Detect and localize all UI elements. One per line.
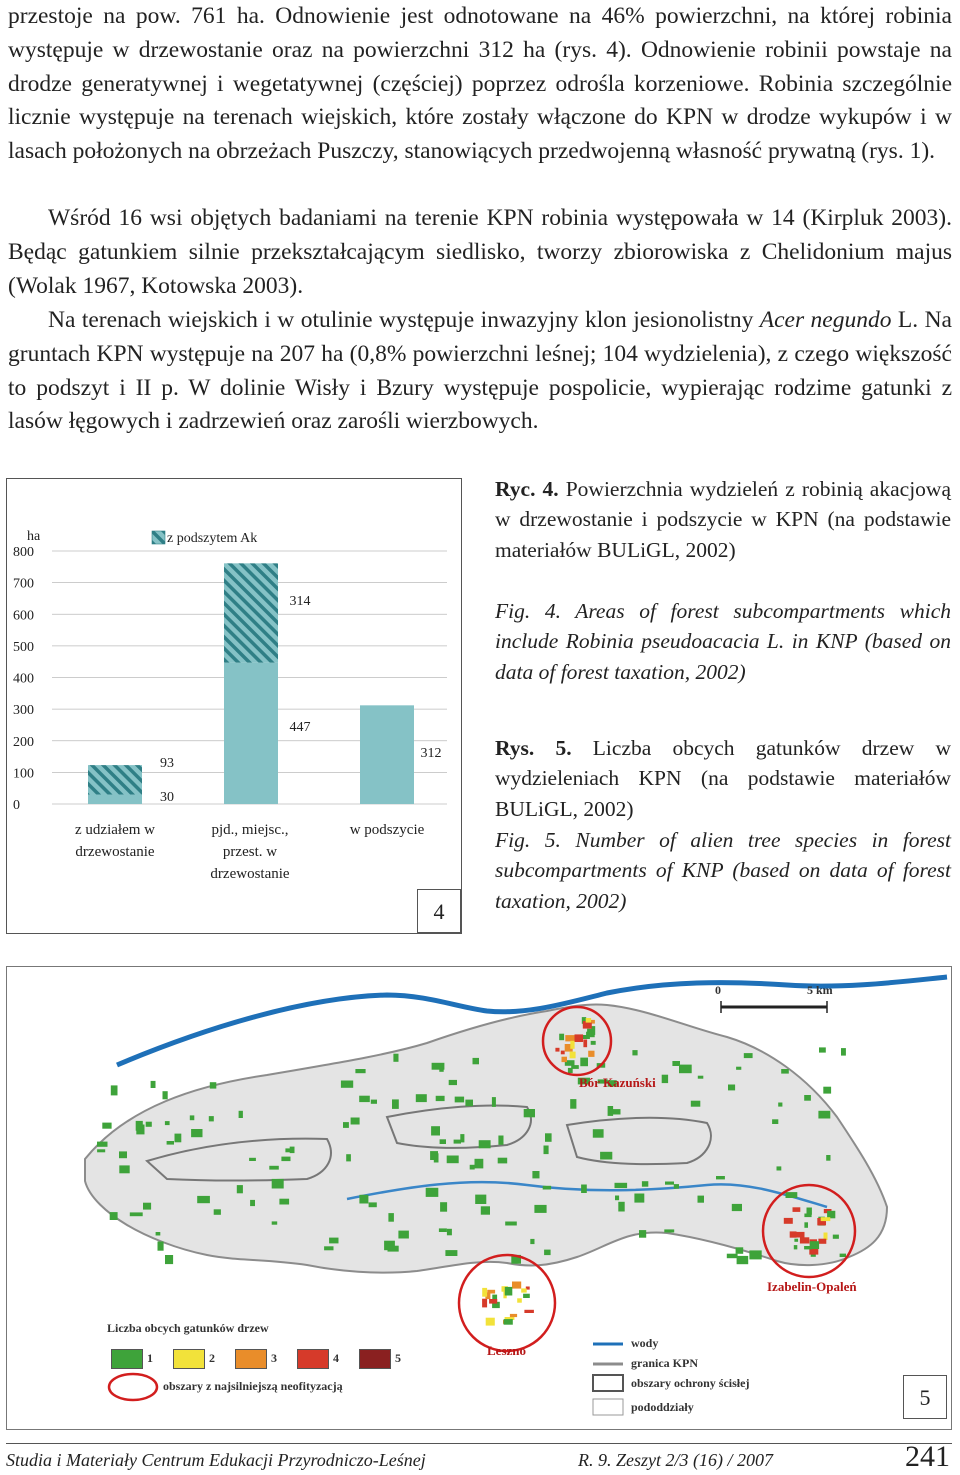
forest-patch — [698, 1196, 705, 1203]
footer-rule — [6, 1443, 952, 1444]
neophyte-patch — [523, 1294, 530, 1298]
forest-patch — [436, 1096, 445, 1101]
forest-patch — [190, 1115, 195, 1120]
forest-patch — [568, 1068, 573, 1073]
caption-ryc4 — [495, 474, 951, 565]
forest-patch — [615, 1183, 628, 1188]
forest-patch — [618, 1202, 624, 1212]
forest-patch — [249, 1158, 256, 1161]
forest-patch — [674, 1184, 679, 1189]
forest-patch — [440, 1202, 447, 1212]
legend-circle-symbol — [109, 1374, 157, 1400]
y-tick-label: 600 — [13, 608, 34, 624]
category-label-3: w podszycie — [349, 822, 425, 838]
forest-patch — [239, 1111, 243, 1118]
paragraph-3-text-a: Na terenach wiejskich i w otulinie występuje inwazyjny klon jesionolistny — [48, 307, 760, 333]
neophyte-patch — [561, 1051, 565, 1055]
caption-rys5-label: Rys. 5. — [495, 736, 572, 760]
forest-patch — [214, 1209, 221, 1215]
forest-patch — [250, 1200, 255, 1206]
legend-count-label: 4 — [333, 1351, 339, 1365]
paragraph-3-text-b: L. Na gruntach KPN występuje na 207 ha (0,8% powierzchni leśnej; 104 wydzielenia), z czego większość to podszyt i II p. W dolinie Wisły i Bzury występuje pospolicie, wypierając rodzime gatunki z lasów łęgowych i zadrzewień oraz zarośli wierzbowych. — [8, 307, 952, 435]
park-area — [85, 1004, 887, 1272]
forest-patch — [737, 1256, 749, 1264]
neophyte-patch — [790, 1231, 797, 1237]
forest-patch — [642, 1181, 648, 1187]
neophyte-patch — [588, 1051, 594, 1057]
forest-patch — [609, 1109, 620, 1114]
forest-patch — [639, 1230, 646, 1238]
neophyte-patch — [784, 1218, 793, 1224]
forest-patch — [826, 1155, 830, 1161]
neophyte-patch — [810, 1241, 819, 1249]
place-bor-kazunski: Bór Kazuński — [579, 1075, 656, 1090]
forest-patch — [163, 1091, 168, 1099]
legend-swatch-1 — [111, 1349, 143, 1369]
forest-patch — [359, 1195, 368, 1204]
forest-patch — [388, 1213, 394, 1222]
paragraph-3 — [8, 304, 952, 439]
forest-patch — [823, 1087, 831, 1094]
neophyte-patch — [804, 1222, 808, 1228]
legend-border-label: granica KPN — [631, 1356, 698, 1370]
caption-ryc4-label: Ryc. 4. — [495, 477, 559, 501]
place-izabelin: Izabelin-Opaleń — [767, 1279, 857, 1294]
neophyte-patch — [482, 1299, 487, 1308]
neophyte-patch — [512, 1282, 521, 1289]
forest-patch — [786, 1192, 798, 1198]
panel-number-4: 4 — [417, 889, 461, 933]
neophyte-patch — [505, 1287, 513, 1296]
forest-patch — [534, 1205, 546, 1213]
caption-fig5: Fig. 5. Number of alien tree species in forest subcompartments of KNP (based on data of forest taxation, 2002) — [495, 828, 951, 913]
forest-patch — [290, 1147, 295, 1154]
forest-patch — [465, 1100, 473, 1107]
neophyte-patch — [794, 1245, 798, 1249]
forest-patch — [447, 1229, 452, 1236]
forest-patch — [209, 1116, 214, 1121]
forest-patch — [110, 1212, 118, 1220]
y-tick-label: 800 — [13, 545, 34, 560]
forest-patch — [384, 1241, 395, 1251]
forest-patch — [97, 1149, 105, 1152]
bar-base — [360, 705, 414, 804]
forest-patch — [544, 1146, 549, 1155]
forest-patch — [343, 1122, 349, 1128]
forest-patch — [840, 1254, 846, 1257]
data-label: 30 — [160, 790, 174, 805]
scale-km: 5 km — [807, 983, 833, 997]
forest-patch — [416, 1094, 427, 1102]
forest-patch — [449, 1080, 457, 1085]
forest-patch — [736, 1067, 741, 1070]
paragraph-2-text: Wśród 16 wsi objętych badaniami na terenie KPN robinia występowała w 14 (Kirpluk 2003). Będąc gatunkiem silnie przekształcającym siedlisko, tworzy zbiorowiska z Chelidonium majus (Wolak 1967, Kotowska 2003). — [8, 205, 952, 299]
legend-swatch-5 — [359, 1349, 391, 1369]
legend-swatch — [152, 531, 165, 544]
forest-patch — [732, 1204, 742, 1211]
forest-patch — [440, 1139, 446, 1144]
neophyte-patch — [818, 1239, 826, 1244]
forest-patch — [505, 1222, 517, 1226]
y-tick-label: 0 — [13, 798, 20, 813]
neophyte-patch — [504, 1319, 513, 1325]
forest-patch — [197, 1196, 210, 1203]
forest-patch — [475, 1159, 484, 1169]
robinia-area-chart — [6, 478, 462, 934]
legend-count-label: 2 — [209, 1351, 215, 1365]
neophyte-patch — [517, 1298, 522, 1302]
forest-patch — [833, 1235, 839, 1239]
neophyte-patch — [583, 1023, 592, 1029]
forest-patch — [454, 1140, 461, 1144]
forest-patch — [431, 1126, 440, 1135]
forest-patch — [818, 1111, 830, 1119]
forest-patch — [581, 1185, 587, 1194]
forest-patch — [158, 1242, 164, 1251]
forest-patch — [165, 1121, 170, 1125]
forest-patch — [102, 1123, 111, 1129]
y-tick-label: 500 — [13, 639, 34, 655]
neophyte-patch — [521, 1288, 527, 1292]
forest-patch — [749, 1250, 761, 1259]
forest-patch — [679, 1065, 692, 1074]
bar-base — [224, 663, 278, 804]
data-label: 93 — [160, 756, 174, 771]
neophyte-patch — [510, 1314, 517, 1317]
footer-issue: R. 9. Zeszyt 2/3 (16) / 2007 — [578, 1450, 773, 1470]
forest-patch — [698, 1076, 704, 1079]
forest-patch — [479, 1140, 491, 1148]
y-tick-label: 300 — [13, 703, 34, 719]
forest-patch — [804, 1095, 811, 1101]
forest-patch — [119, 1165, 129, 1173]
forest-patch — [744, 1053, 753, 1058]
panel-number-5: 5 — [903, 1375, 947, 1419]
category-label-1: z udziałem w drzewostanie — [75, 822, 155, 860]
forest-patch — [543, 1186, 551, 1190]
forest-patch — [672, 1061, 680, 1066]
forest-patch — [475, 1195, 486, 1204]
footer-journal: Studia i Materiały Centrum Edukacji Przyrodniczo-Leśnej — [6, 1450, 426, 1470]
forest-patch — [841, 1048, 846, 1056]
forest-patch — [369, 1202, 377, 1207]
legend-swatch-4 — [297, 1349, 329, 1369]
legend-water-label: wody — [631, 1336, 659, 1350]
neophyte-patch — [583, 1040, 587, 1048]
forest-patch — [498, 1136, 503, 1145]
bar-hatched — [88, 765, 142, 794]
y-tick-label: 100 — [13, 766, 34, 782]
neophyte-patch — [827, 1211, 835, 1219]
neophyte-patch — [586, 1032, 591, 1036]
forest-patch — [146, 1122, 152, 1127]
forest-patch — [272, 1179, 284, 1189]
neophyte-patch — [570, 1052, 576, 1059]
neophyte-patch — [570, 1041, 574, 1049]
neophyte-patch — [591, 1041, 596, 1045]
forest-patch — [716, 1176, 725, 1179]
forest-patch — [455, 1097, 464, 1103]
paragraph-2 — [8, 202, 952, 303]
forest-patch — [329, 1238, 338, 1244]
legend-count-label: 5 — [395, 1351, 401, 1365]
neophyte-patch — [580, 1058, 588, 1067]
forest-patch — [237, 1185, 243, 1193]
forest-patch — [355, 1069, 365, 1073]
forest-patch — [600, 1152, 612, 1160]
forest-patch — [544, 1250, 551, 1256]
forest-patch — [165, 1255, 173, 1264]
forest-patch — [97, 1142, 108, 1147]
forest-patch — [281, 1157, 290, 1162]
neophyte-patch — [804, 1214, 811, 1218]
caption-rys5-text: Liczba obcych gatunków drzew w wydzieleniach KPN (na podstawie materiałów BULiGL, 2002) — [495, 736, 951, 821]
forest-patch — [727, 1254, 738, 1259]
legend-strict-zone-symbol — [593, 1375, 623, 1391]
forest-patch — [772, 1119, 778, 1124]
forest-patch — [346, 1154, 351, 1161]
forest-patch — [371, 1100, 377, 1104]
circle-leszno — [459, 1255, 555, 1351]
forest-patch — [341, 1081, 353, 1088]
forest-patch — [151, 1081, 156, 1088]
forest-patch — [130, 1212, 143, 1216]
neophyte-patch — [555, 1048, 559, 1052]
forest-patch — [285, 1148, 290, 1152]
forest-patch — [351, 1118, 360, 1125]
forest-patch — [439, 1228, 447, 1232]
forest-patch — [175, 1134, 182, 1143]
data-label: 312 — [420, 746, 442, 761]
forest-patch — [426, 1188, 439, 1197]
forest-patch — [473, 1058, 480, 1064]
place-leszno: Leszno — [487, 1343, 526, 1358]
legend-label: z podszytem Ak — [167, 531, 258, 546]
y-unit-label: ha — [27, 529, 41, 544]
category-label-2: pjd., miejsc., przest. w drzewostanie — [210, 822, 290, 882]
species-name: Acer negundo — [759, 307, 892, 333]
forest-patch — [545, 1133, 552, 1142]
forest-patch — [665, 1182, 674, 1185]
caption-rys5 — [495, 733, 951, 824]
forest-patch — [781, 1069, 789, 1074]
alien-species-map — [6, 966, 952, 1430]
forest-patch — [470, 1165, 475, 1170]
forest-patch — [570, 1099, 576, 1109]
scale-zero: 0 — [715, 983, 721, 997]
forest-patch — [664, 1229, 674, 1232]
y-tick-label: 200 — [13, 734, 34, 750]
forest-patch — [119, 1151, 127, 1158]
neophyte-patch — [482, 1288, 487, 1297]
neophyte-patch — [562, 1057, 568, 1062]
paragraph-1: przestoje na pow. 761 ha. Odnowienie jest odnotowane na 46% powierzchni, na której robinia występuje w drzewostanie oraz na powierzchni 312 ha (rys. 4). Odnowienie robinii powstaje na drodze generatywnej i wegetatywnej (częściej) poprzez odrośla korzeniowe. Robinia szczególnie licznie występuje na terenach wiejskich, które zostały włączone do KPN w drodze wykupów i w lasach położonych na obrzeżach Puszczy, stanowiących przedwojenną własność prywatną (rys. 1). — [8, 3, 952, 165]
forest-patch — [728, 1085, 735, 1091]
bar-hatched — [224, 563, 278, 662]
forest-patch — [530, 1239, 534, 1244]
forest-patch — [393, 1054, 398, 1062]
data-label: 314 — [289, 594, 311, 609]
forest-patch — [524, 1109, 535, 1117]
legend-title: Liczba obcych gatunków drzew — [107, 1321, 269, 1335]
forest-patch — [143, 1203, 151, 1210]
neophyte-patch — [524, 1310, 534, 1313]
legend-strict-label: obszary ochrony ścisłej — [631, 1376, 750, 1390]
forest-patch — [272, 1221, 278, 1224]
forest-patch — [279, 1199, 289, 1205]
neophyte-patch — [487, 1290, 495, 1294]
neophyte-patch — [559, 1034, 564, 1041]
forest-patch — [691, 1101, 701, 1107]
legend-count-label: 1 — [147, 1351, 153, 1365]
forest-patch — [498, 1158, 508, 1164]
y-tick-label: 700 — [13, 576, 34, 592]
forest-patch — [615, 1196, 619, 1201]
forest-patch — [398, 1231, 409, 1239]
forest-patch — [156, 1232, 161, 1236]
forest-patch — [777, 1166, 782, 1170]
y-tick-label: 400 — [13, 671, 34, 687]
forest-patch — [819, 1047, 826, 1052]
forest-patch — [634, 1194, 644, 1203]
neophyte-patch — [489, 1299, 497, 1304]
bar-base — [88, 795, 142, 804]
forest-patch — [210, 1082, 217, 1088]
forest-patch — [191, 1129, 202, 1137]
forest-patch — [324, 1246, 333, 1250]
forest-patch — [593, 1129, 604, 1138]
forest-patch — [492, 1097, 496, 1107]
legend-count-label: 3 — [271, 1351, 277, 1365]
neophyte-patch — [575, 1034, 584, 1042]
legend-subcompartment-symbol — [593, 1399, 623, 1415]
neophyte-patch — [821, 1217, 831, 1221]
forest-patch — [269, 1166, 279, 1170]
forest-patch — [430, 1151, 438, 1160]
forest-patch — [136, 1121, 143, 1131]
forest-patch — [632, 1050, 637, 1055]
legend-subcompartment-label: pododdziały — [631, 1400, 694, 1414]
forest-patch — [532, 1171, 539, 1178]
neophyte-patch — [793, 1207, 801, 1212]
neophyte-patch — [794, 1239, 798, 1242]
caption-fig4: Fig. 4. Areas of forest subcompartments which include Robinia pseudoacacia L. in KNP (based on data of forest taxation, 2002) — [495, 599, 951, 684]
forest-patch — [447, 1156, 459, 1164]
forest-patch — [736, 1247, 744, 1254]
forest-patch — [432, 1063, 445, 1070]
legend-circle-label: obszary z najsilniejszą neofityzacją — [163, 1379, 343, 1393]
neophyte-patch — [800, 1237, 809, 1243]
forest-patch — [662, 1075, 668, 1083]
legend-swatch-3 — [235, 1349, 267, 1369]
forest-patch — [778, 1103, 782, 1107]
forest-patch — [392, 1099, 399, 1109]
data-label: 447 — [289, 720, 311, 735]
forest-patch — [111, 1085, 118, 1095]
forest-patch — [167, 1141, 174, 1145]
forest-patch — [359, 1096, 370, 1102]
legend-swatch-2 — [173, 1349, 205, 1369]
neophyte-patch — [486, 1318, 495, 1326]
caption-ryc4-text: Powierzchnia wydzieleń z robinią akacjową w drzewostanie i podszycie w KPN (na podstawie materiałów BULiGL, 2002) — [495, 477, 951, 562]
footer-page-number: 241 — [905, 1440, 950, 1473]
neophyte-patch — [565, 1035, 574, 1041]
forest-patch — [445, 1250, 457, 1256]
forest-patch — [481, 1206, 490, 1214]
